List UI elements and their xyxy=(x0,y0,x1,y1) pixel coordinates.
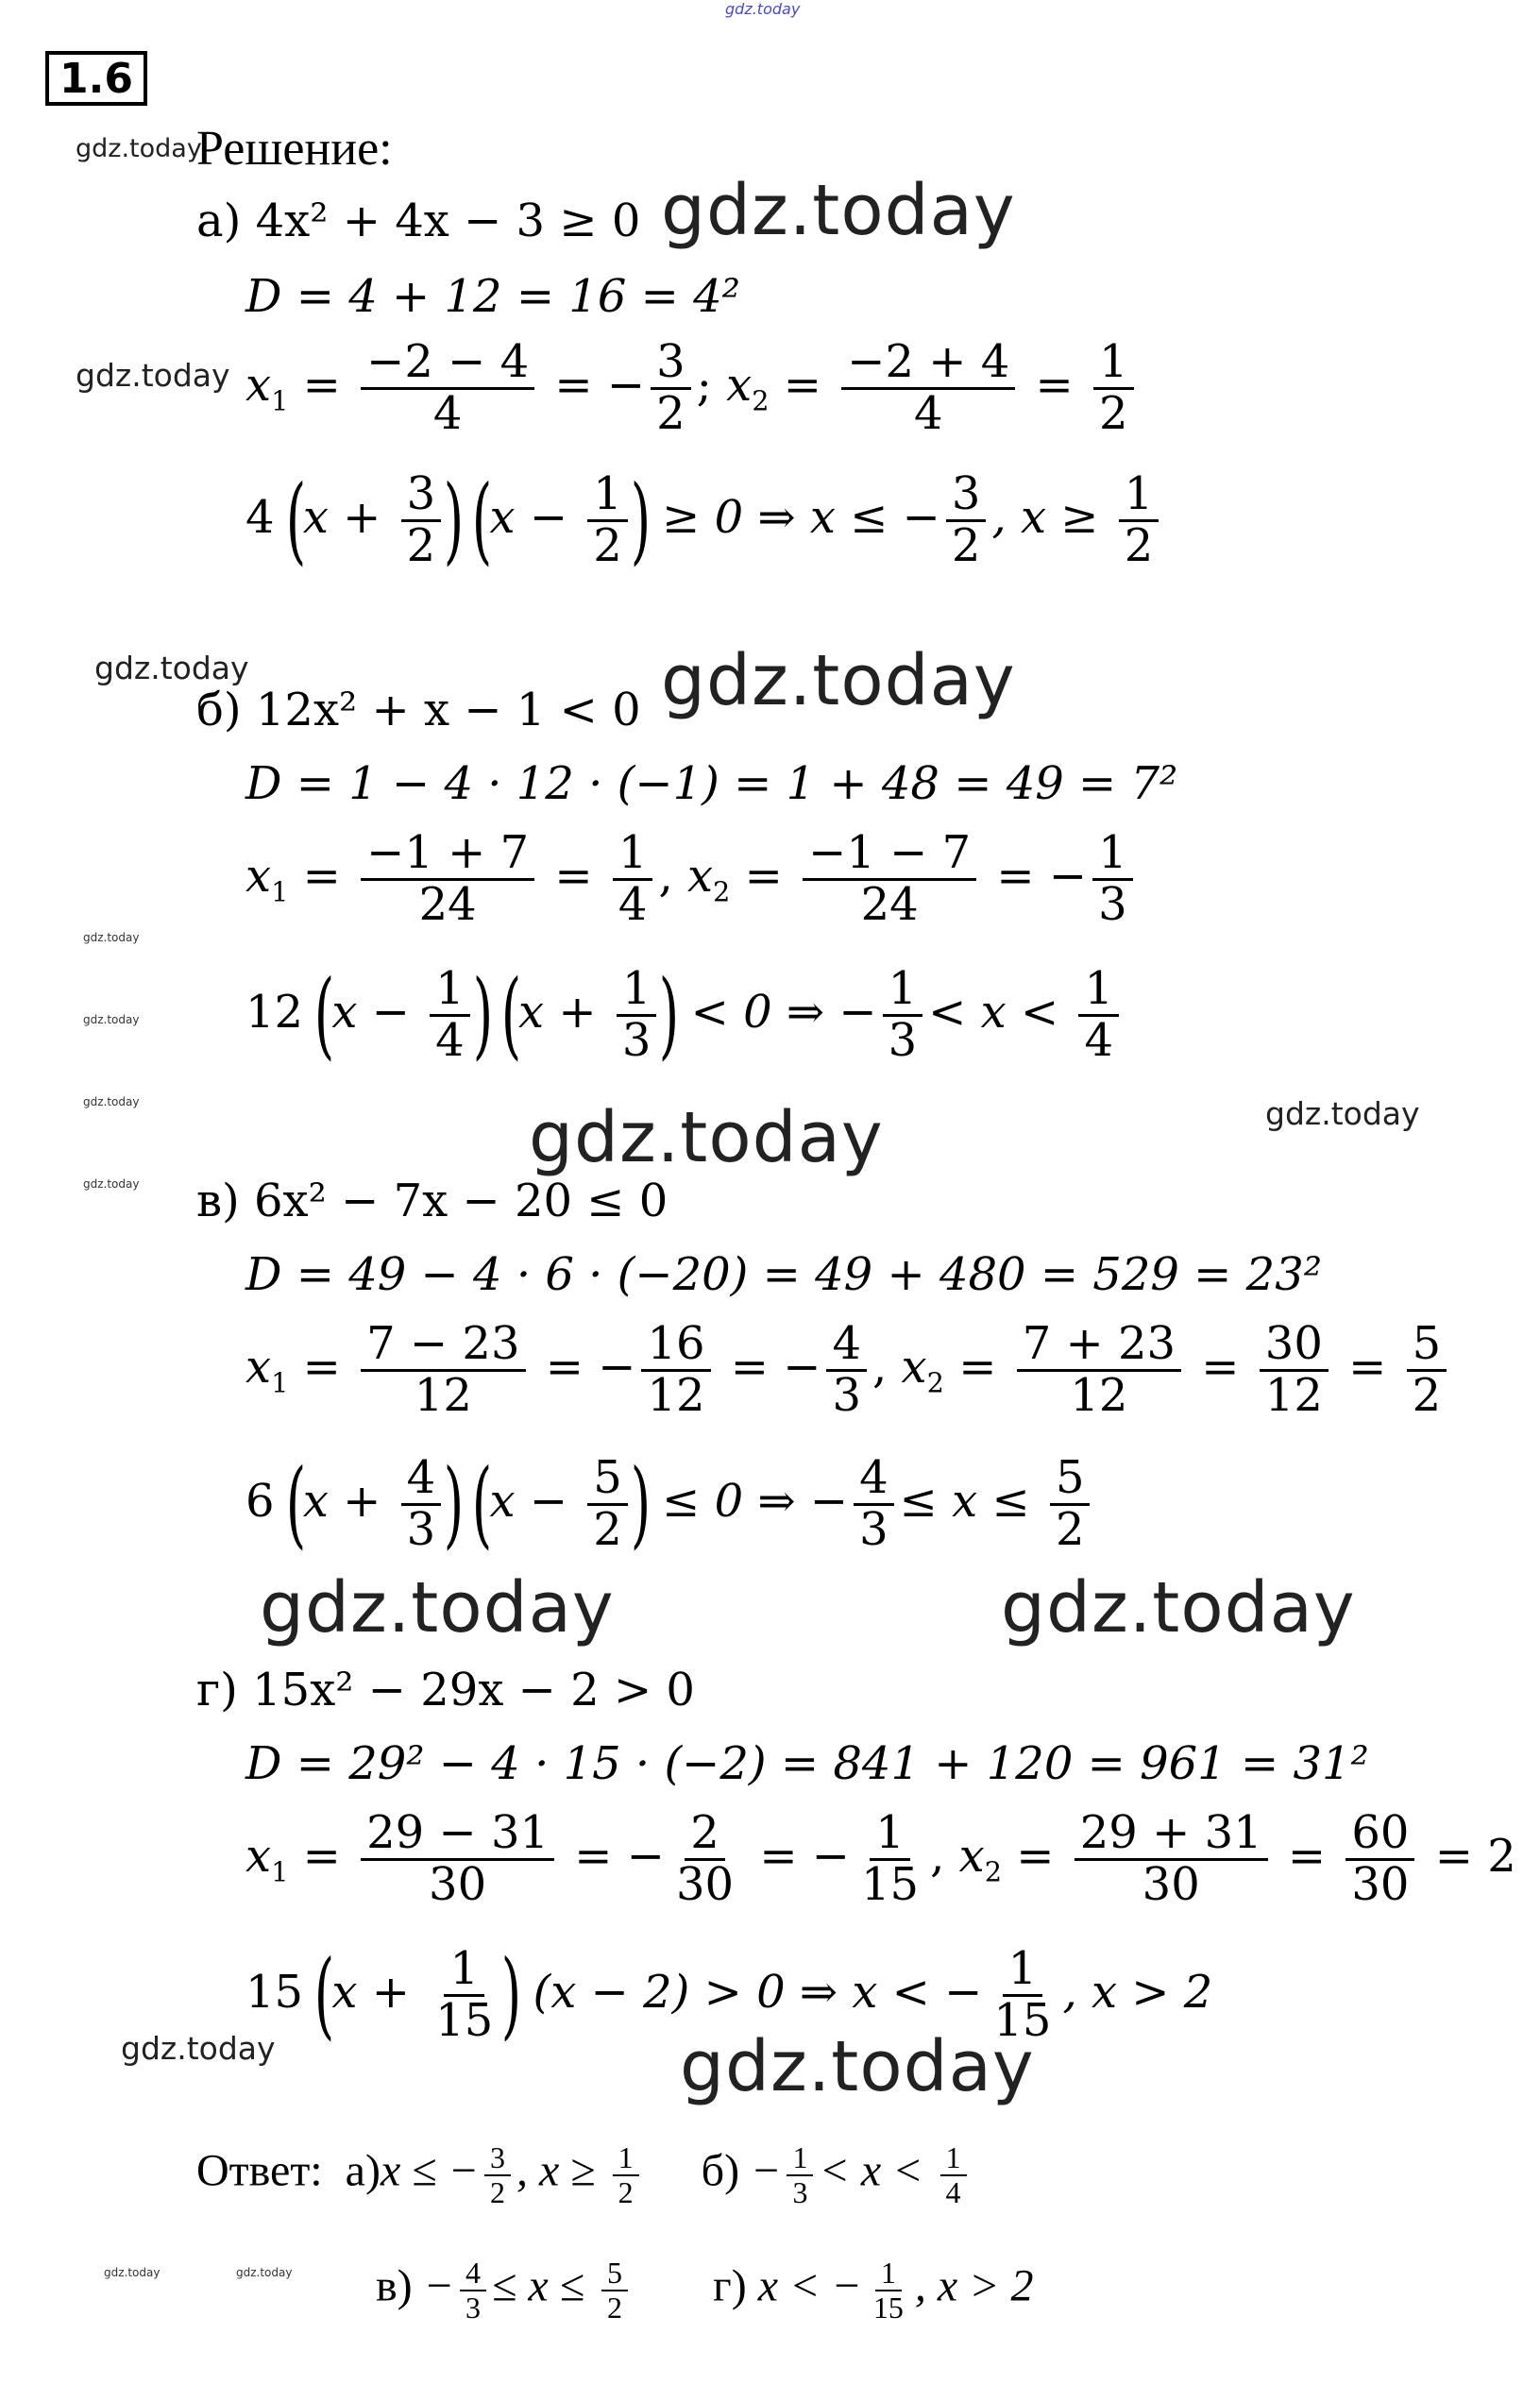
watermark: gdz.today xyxy=(104,2266,161,2279)
frac: $\frac{3}{2}$ xyxy=(946,470,987,571)
watermark: gdz.today xyxy=(83,931,140,944)
watermark: gdz.today xyxy=(680,2026,1035,2107)
frac: $\frac{29 - 31}{30}$ xyxy=(361,1809,554,1910)
part-c-inequality xyxy=(196,1175,668,1227)
part-d-roots: $x_1$ = $\frac{29 - 31}{30}$ = − $\frac{2}{30}$ = − $\frac{1}{15}$ , $x_2$ = $\frac{29 + 31}{30}$ = $\frac{60}{30}$ = 2 xyxy=(245,1806,1516,1911)
solution-heading: Решение: xyxy=(196,122,393,176)
frac: $\frac{7 + 23}{12}$ xyxy=(1017,1320,1181,1421)
frac: $\frac{60}{30}$ xyxy=(1345,1809,1414,1910)
watermark: gdz.today xyxy=(661,170,1016,251)
part-b-discriminant: D = 1 − 4 · 12 · (−1) = 1 + 48 = 49 = 7² xyxy=(245,757,1178,810)
frac: $\frac{1}{3}$ xyxy=(883,965,923,1066)
frac: $\frac{-2 + 4}{4}$ xyxy=(841,338,1015,439)
part-b-label: б) xyxy=(196,684,242,736)
frac: $\frac{1}{3}$ xyxy=(1092,829,1133,930)
part-c-discriminant: D = 49 − 4 · 6 · (−20) = 49 + 480 = 529 = 23² xyxy=(245,1248,1322,1301)
frac: $\frac{1}{4}$ xyxy=(430,965,470,1066)
part-a-roots: $x_1$ = $\frac{-2 - 4}{4}$ = − $\frac{3}{2}$ ; $x_2$ = $\frac{-2 + 4}{4}$ = $\frac{1}{2}$ xyxy=(245,338,1140,439)
watermark: gdz.today xyxy=(83,1013,140,1026)
watermark: gdz.today xyxy=(121,2030,276,2067)
frac: $\frac{-2 - 4}{4}$ xyxy=(361,338,534,439)
part-c-factored: 6 (x + $\frac{4}{3}$ ) (x − $\frac{5}{2}$ ) ≤ 0 ⇒ − $\frac{4}{3}$ ≤ x ≤ $\frac{5}{2}$ xyxy=(245,1454,1095,1555)
frac: $\frac{1}{15}$ xyxy=(872,2256,904,2325)
part-b-roots: $x_1$ = $\frac{-1 + 7}{24}$ = $\frac{1}{4}$ , $x_2$ = $\frac{-1 - 7}{24}$ = − $\frac{1}{3}$ xyxy=(245,829,1139,930)
frac: $\frac{29 + 31}{30}$ xyxy=(1075,1809,1268,1910)
watermark: gdz.today xyxy=(83,1095,140,1108)
watermark: gdz.today xyxy=(76,357,230,394)
part-d-ineq: 15x² − 29x − 2 > 0 xyxy=(252,1664,695,1716)
part-c-label: в) xyxy=(196,1175,240,1227)
part-a-label: а) xyxy=(196,194,242,247)
frac: $\frac{5}{2}$ xyxy=(1407,1320,1447,1421)
frac: $\frac{1}{2}$ xyxy=(1119,470,1159,571)
answer-line-1: Ответ: а)x ≤ − $\frac{3}{2}$ , x ≥ $\frac{1}{2}$ б) − $\frac{1}{3}$ < x < $\frac{1}{4}$ xyxy=(196,2141,973,2208)
watermark: gdz.today xyxy=(94,650,249,686)
frac: $\frac{1}{4}$ xyxy=(940,2141,967,2208)
part-d-label: г) xyxy=(196,1664,238,1716)
part-d-factored: 15 (x + $\frac{1}{15}$ ) (x − 2) > 0 ⇒ x < − $\frac{1}{15}$ , x > 2 xyxy=(245,1939,1213,2051)
frac: $\frac{1}{4}$ xyxy=(613,829,653,930)
part-a-discriminant: D = 4 + 12 = 16 = 4² xyxy=(245,270,740,323)
watermark: gdz.today xyxy=(76,134,202,163)
problem-number: 1.6 xyxy=(45,51,147,106)
part-c-ineq: 6x² − 7x − 20 ≤ 0 xyxy=(254,1175,668,1227)
watermark: gdz.today xyxy=(661,640,1016,721)
frac: $\frac{1}{15}$ xyxy=(435,1942,494,2047)
frac: $\frac{1}{15}$ xyxy=(861,1806,920,1911)
frac: $\frac{1}{2}$ xyxy=(613,2141,639,2208)
watermark: gdz.today xyxy=(529,1097,884,1178)
answer-label: Ответ: xyxy=(196,2145,323,2196)
frac: $\frac{5}{2}$ xyxy=(587,1454,628,1555)
frac: $\frac{5}{2}$ xyxy=(1050,1454,1091,1555)
part-a-ineq: 4x² + 4x − 3 ≥ 0 xyxy=(255,194,641,247)
answer-line-2: в) − $\frac{4}{3}$ ≤ x ≤ $\frac{5}{2}$ г) x < − $\frac{1}{15}$ , x > 2 xyxy=(376,2256,1034,2325)
part-b-factored: 12 (x − $\frac{1}{4}$ ) (x + $\frac{1}{3}$ ) < 0 ⇒ − $\frac{1}{3}$ < x < $\frac{1}{4}$ xyxy=(245,965,1125,1066)
frac: $\frac{1}{3}$ xyxy=(787,2141,813,2208)
frac: $\frac{1}{15}$ xyxy=(993,1942,1052,2047)
frac: $\frac{4}{3}$ xyxy=(460,2257,486,2324)
frac: $\frac{4}{3}$ xyxy=(401,1454,442,1555)
frac: $\frac{1}{2}$ xyxy=(1093,338,1134,439)
watermark: gdz.today xyxy=(1001,1567,1356,1649)
part-d-inequality xyxy=(196,1664,695,1716)
watermark: gdz.today xyxy=(260,1567,615,1649)
frac: $\frac{-1 + 7}{24}$ xyxy=(361,829,534,930)
part-a-factored: 4 (x + $\frac{3}{2}$ ) (x − $\frac{1}{2}$ ) ≥ 0 ⇒ x ≤ − $\frac{3}{2}$ , x ≥ $\frac{1}{2}$ xyxy=(245,470,1164,571)
watermark: gdz.today xyxy=(1265,1095,1420,1132)
frac: $\frac{1}{4}$ xyxy=(1078,965,1119,1066)
part-b-ineq: 12x² + x − 1 < 0 xyxy=(255,684,641,736)
frac: $\frac{4}{3}$ xyxy=(826,1320,867,1421)
frac: $\frac{3}{2}$ xyxy=(484,2141,511,2208)
frac: $\frac{3}{2}$ xyxy=(401,470,442,571)
watermark: gdz.today xyxy=(236,2266,293,2279)
frac: $\frac{30}{12}$ xyxy=(1260,1320,1328,1421)
part-b-inequality xyxy=(196,684,641,736)
part-d-discriminant: D = 29² − 4 · 15 · (−2) = 841 + 120 = 961 = 31² xyxy=(245,1737,1369,1790)
part-c-roots: $x_1$ = $\frac{7 - 23}{12}$ = − $\frac{16}{12}$ = − $\frac{4}{3}$ , $x_2$ = $\frac{7 + 23}{12}$ = $\frac{30}{12}$ = $\frac{5}{2}$ xyxy=(245,1320,1452,1421)
frac: $\frac{1}{2}$ xyxy=(587,470,628,571)
part-a-inequality xyxy=(196,194,640,247)
watermark-top: gdz.today xyxy=(725,0,801,18)
frac: $\frac{3}{2}$ xyxy=(651,338,691,439)
frac: $\frac{-1 - 7}{24}$ xyxy=(803,829,976,930)
frac: $\frac{2}{30}$ xyxy=(675,1806,735,1911)
frac: $\frac{5}{2}$ xyxy=(601,2257,628,2324)
frac: $\frac{1}{3}$ xyxy=(617,965,657,1066)
frac: $\frac{7 - 23}{12}$ xyxy=(361,1320,525,1421)
watermark: gdz.today xyxy=(83,1177,140,1191)
frac: $\frac{4}{3}$ xyxy=(854,1454,894,1555)
frac: $\frac{16}{12}$ xyxy=(641,1320,710,1421)
